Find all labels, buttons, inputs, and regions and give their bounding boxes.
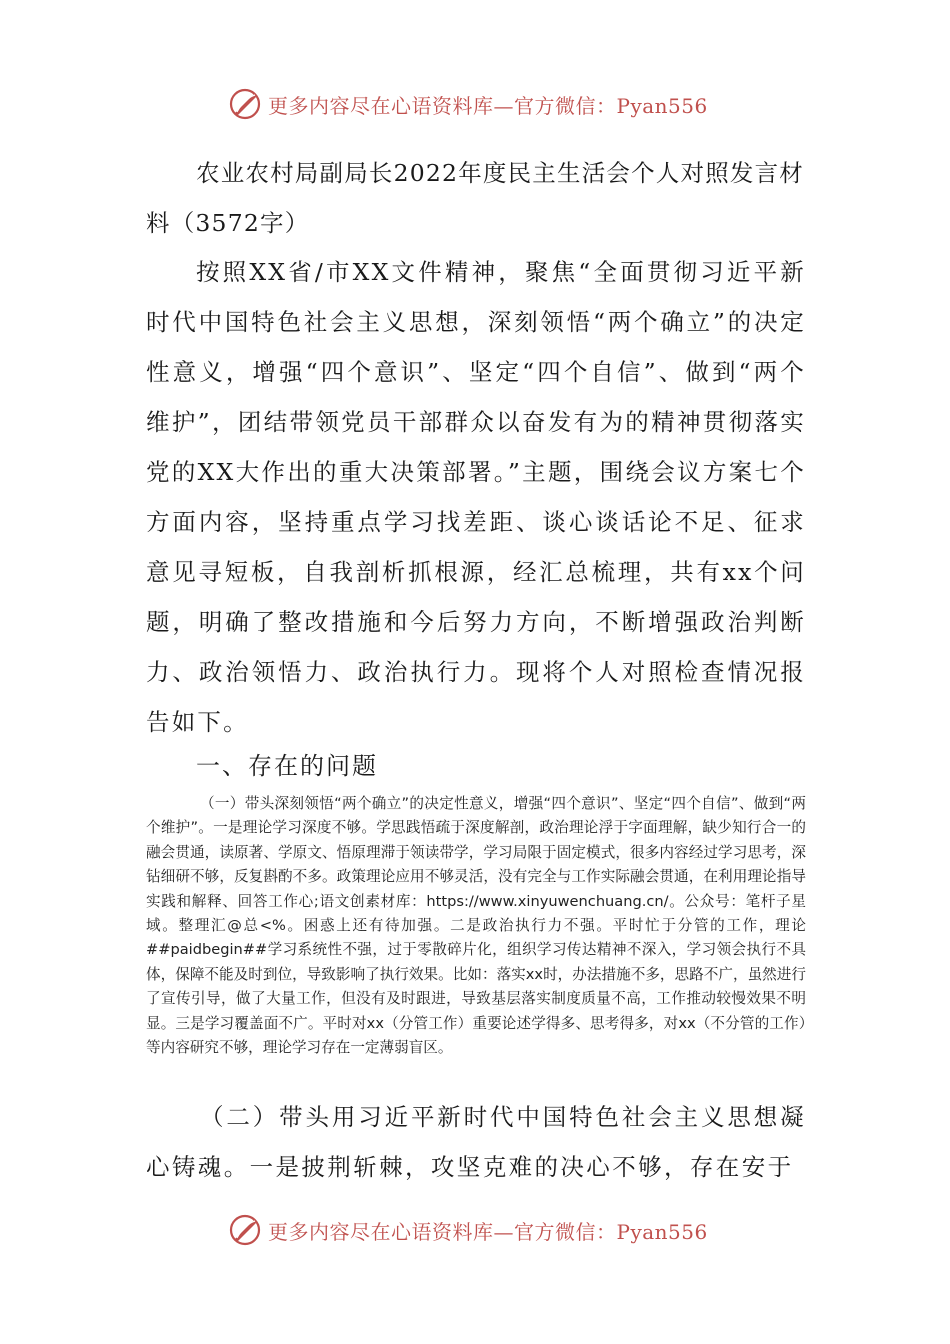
quill-pen-logo-icon [228, 1213, 262, 1247]
problem-paragraph-1: （一）带头深刻领悟“两个确立”的决定性意义，增强“四个意识”、坚定“四个自信”、做到“两个维护”。一是理论学习深度不够。学思践悟疏于深度解剖，政治理论浮于字面理解，缺少知行合一的融会贯通，读原著、学原文、悟原理滞于领读带学，学习局限于固定模式，很多内容经过学习思考，深钻细研不够，反复斟酌不多。政策理论应用不够灵活，没有完全与工作实际融会贯通，在利用理论指导实践和解释、回答工作心;语文创素材库：https://www.xinyuwenchuang.cn/。公众号：笔杆子星域。整理汇@总<%。困惑上还有待加强。二是政治执行力不强。平时忙于分管的工作，理论##paidbegin##学习系统性不强，过于零散碎片化，组织学习传达精神不深入，学习领会执行不具体，保障不能及时到位，导致影响了执行效果。比如：落实xx时，办法措施不多，思路不广，虽然进行了宣传引导，做了大量工作，但没有及时跟进，导致基层落实制度质量不高，工作推动较慢效果不明显。三是学习覆盖面不广。平时对xx（分管工作）重要论述学得多、思考得多，对xx（不分管的工作）等内容研究不够，理论学习存在一定薄弱盲区。 [146, 795, 806, 1057]
problem-paragraph-2: （二）带头用习近平新时代中国特色社会主义思想凝心铸魂。一是披荆斩棘，攻坚克难的决心不够，存在安于 [146, 1103, 806, 1181]
watermark-banner-bottom [228, 1212, 728, 1248]
document-title: 农业农村局副局长2022年度民主生活会个人对照发言材料（3572字） [146, 159, 805, 237]
quill-pen-logo-icon [228, 87, 262, 121]
section-heading-problems: 一、存在的问题 [196, 752, 378, 780]
intro-paragraph: 按照XX省/市XX文件精神，聚焦“全面贯彻习近平新时代中国特色社会主义思想，深刻领悟“两个确立”的决定性意义，增强“四个意识”、坚定“四个自信”、做到“两个维护”，团结带领党员干部群众以奋发有为的精神贯彻落实党的XX大作出的重大决策部署。”主题，围绕会议方案七个方面内容，坚持重点学习找差距、谈心谈话论不足、征求意见寻短板，自我剖析抓根源，经汇总梳理，共有xx个问题，明确了整改措施和今后努力方向，不断增强政治判断力、政治领悟力、政治执行力。现将个人对照检查情况报告如下。 [146, 258, 806, 736]
watermark-text: 更多内容尽在心语资料库—官方微信：Pyan556 [268, 1219, 708, 1244]
watermark-text: 更多内容尽在心语资料库—官方微信：Pyan556 [268, 93, 708, 118]
watermark-banner-top [228, 86, 728, 122]
